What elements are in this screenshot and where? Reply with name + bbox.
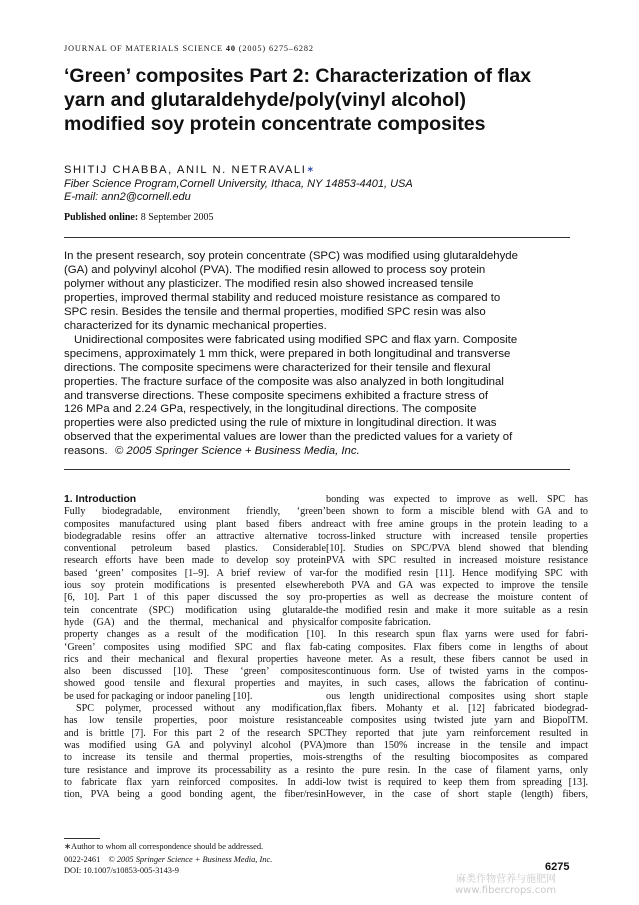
- abstract-line: properties were also predicted using the rule of mixture in longitudinal direction. It was: [64, 417, 497, 430]
- title-line: ‘Green’ composites Part 2: Characterization of flax: [64, 65, 532, 87]
- published-online: [64, 212, 213, 223]
- abstract-line: properties. The fracture surface of the composite was also analyzed in both longitudinal: [64, 375, 504, 388]
- body-line: one meter. As a result, these fibers cannot be used in: [326, 653, 588, 665]
- body-line: composites manufactured using plant based fibers and: [64, 518, 326, 530]
- published-date: 8 September 2005: [140, 212, 214, 223]
- body-line: cross-linked structure with increased tensile properties: [326, 530, 588, 542]
- body-line: flax fibers. Mohanty et al. [12] fabricated biodegrad-: [326, 703, 588, 715]
- body-line: [6, 10]. Part 1 of this paper discussed the soy pro-: [64, 592, 326, 604]
- body-line: the modified resin and make it more suitable as a resin: [326, 604, 588, 616]
- body-line: low twist is required to keep them from spreading [13].: [326, 776, 588, 788]
- running-header: [64, 44, 314, 53]
- issn: 0022-2461: [64, 855, 101, 864]
- body-line: tein concentrate (SPC) modification using glutaralde-: [64, 604, 326, 616]
- footnote: ∗Author to whom all correspondence should be addressed.: [64, 842, 264, 851]
- title-line: yarn and glutaraldehyde/poly(vinyl alcohol): [64, 89, 466, 111]
- body-line: ites, in such cases, allows the fabrication of continu-: [326, 678, 588, 690]
- body-line: [10]. Studies on SPC/PVA blend showed that blending: [326, 543, 588, 555]
- abstract-line: observed that the experimental values are lower than the predicted values for a variety of: [64, 431, 513, 444]
- journal-volume: 40: [225, 44, 236, 53]
- abstract-line: specimens, approximately 1 mm thick, were prepared in both longitudinal and transverse: [64, 347, 511, 360]
- body-line: both PVA and GA was expected to improve the tensile: [326, 580, 588, 592]
- abstract-line: (GA) and polyvinyl alcohol (PVA). The modified resin allowed to process soy protein: [64, 263, 486, 276]
- body-line: and is brittle [7]. For this part 2 of the research SPC: [64, 727, 326, 739]
- corresponding-author-mark[interactable]: ∗: [306, 164, 315, 174]
- footnote-rule: [64, 838, 100, 839]
- abstract-line: 126 MPa and 2.24 GPa, respectively, in the longitudinal directions. The composite: [64, 403, 477, 416]
- abstract-bottom-rule: [64, 469, 570, 470]
- affiliation: [64, 178, 413, 204]
- body-line: showed good tensile and flexural properties and may: [64, 678, 326, 690]
- body-line: research efforts have been made to develop soy protein: [64, 555, 326, 567]
- body-line: for the modified resin [11]. Hence modifying SPC with: [326, 567, 588, 579]
- abstract-line: and transverse directions. These composite specimens exhibited a fracture stress of: [64, 389, 488, 402]
- body-line: conventional petroleum based plastics. Considerable: [64, 543, 326, 555]
- abstract-line: characterized for its dynamic mechanical properties.: [64, 319, 327, 332]
- paper-title: [64, 64, 584, 136]
- issn-copyright: [64, 855, 272, 866]
- body-line: based ‘green’ composites [1–9]. A brief review of var-: [64, 567, 326, 579]
- body-line: ous length unidirectional composites using short staple: [326, 690, 588, 702]
- body-line: cating composites. Flax fibers come in lengths of about: [326, 641, 588, 653]
- watermark-line: 麻类作物营养与施肥网: [456, 874, 557, 885]
- doi[interactable]: DOI: 10.1007/s10853-005-3143-9: [64, 866, 179, 875]
- body-line: property changes as a result of the modification [10].: [64, 629, 326, 641]
- body-line: for composite fabrication.: [326, 616, 431, 628]
- body-line: SPC polymer, processed without any modification,: [76, 703, 326, 715]
- abstract-line-last: [64, 445, 584, 459]
- page-number: 6275: [545, 861, 570, 873]
- section-heading: 1. Introduction: [64, 494, 137, 505]
- body-line: ‘Green’ composites using modified SPC and flax fab-: [64, 641, 326, 653]
- body-line: In this research spun flax yarns were used for fabri-: [338, 629, 588, 641]
- body-line: rics and their mechanical and flexural properties have: [64, 653, 326, 665]
- title-line: modified soy protein concentrate composites: [64, 113, 486, 135]
- abstract-line: polymer without any plasticizer. The modified resin also showed increased tensile: [64, 277, 474, 290]
- body-line: to increase its tensile and thermal properties, mois-: [64, 752, 326, 764]
- body-line: They reported that jute yarn reinforcement resulted in: [326, 727, 588, 739]
- affiliation-email: E-mail: ann2@cornell.edu: [64, 191, 191, 203]
- abstract-line: properties, improved thermal stability and reduced moisture resistance as compared to: [64, 291, 501, 304]
- body-line: hyde (GA) and the thermal, mechanical and physical: [64, 616, 326, 628]
- abstract-line: reasons.: [64, 445, 108, 458]
- body-line: PVA with SPC resulted in increased moisture resistance: [326, 555, 588, 567]
- body-line: bonding was expected to improve as well. SPC has: [326, 494, 588, 505]
- published-label: Published online:: [64, 212, 139, 223]
- body-line: to the pure resin. In the case of filament yarns, only: [326, 764, 588, 776]
- abstract-line: In the present research, soy protein concentrate (SPC) was modified using glutaraldehyde: [64, 250, 518, 262]
- body-line: tion, PVA being a good bonding agent, the fiber/resin: [64, 789, 326, 801]
- body-line: strengths of the resulting biocomposites as compared: [326, 752, 588, 764]
- right-column: [326, 494, 588, 801]
- abstract: [64, 250, 584, 459]
- author-names: SHITIJ CHABBA, ANIL N. NETRAVALI: [64, 164, 307, 176]
- journal-name: JOURNAL OF MATERIALS SCIENCE: [64, 44, 223, 53]
- abstract-top-rule: [64, 237, 570, 238]
- body-line: ture resistance and improve its processability as a resin: [64, 764, 326, 776]
- body-line: continuous form. Use of twisted yarns in the compos-: [326, 666, 588, 678]
- body-line: able composites using twisted jute yarn and BiopolTM.: [326, 715, 588, 727]
- body-line: properties as well as decrease the moisture content of: [326, 592, 588, 604]
- body-line: been shown to form a miscible blend with GA and to: [326, 506, 588, 518]
- body-line: also been discussed [10]. These ‘green’ composites: [64, 666, 326, 678]
- left-column: [64, 494, 326, 801]
- body-line: However, in the case of short staple (length) fibers,: [326, 789, 588, 801]
- copyright: © 2005 Springer Science + Business Media, Inc.: [108, 855, 273, 864]
- watermark: [455, 874, 556, 896]
- body-line: Fully biodegradable, environment friendly, ‘green’: [64, 506, 326, 518]
- journal-year-pages: (2005) 6275–6282: [238, 44, 314, 53]
- author-list: [64, 164, 314, 176]
- body-line: to fabricate flax yarn reinforced composites. In addi-: [64, 776, 326, 788]
- body-line: more than 150% increase in the tensile and impact: [326, 739, 588, 751]
- watermark-line: www.fibercrops.com: [455, 885, 557, 896]
- abstract-line: SPC resin. Besides the tensile and thermal properties, modified SPC resin was also: [64, 305, 486, 318]
- affiliation-institution: Fiber Science Program,Cornell University, Ithaca, NY 14853-4401, USA: [64, 178, 413, 190]
- abstract-line: directions. The composite specimens were characterized for their tensile and flexural: [64, 361, 491, 374]
- body-line: was modified using GA and polyvinyl alcohol (PVA): [64, 739, 326, 751]
- body-line: biodegradable resins offer an attractive alternative to: [64, 530, 326, 542]
- abstract-line: Unidirectional composites were fabricated using modified SPC and flax yarn. Composite: [74, 333, 518, 346]
- abstract-copyright: © 2005 Springer Science + Business Media, Inc.: [114, 445, 360, 458]
- body-line: be used for packaging or indoor paneling [10].: [64, 690, 253, 702]
- body-line: ious soy protein modifications is presented elsewhere: [64, 580, 326, 592]
- body-line: has low tensile properties, poor moisture resistance: [64, 715, 326, 727]
- body-line: react with free amine groups in the protein leading to a: [326, 518, 588, 530]
